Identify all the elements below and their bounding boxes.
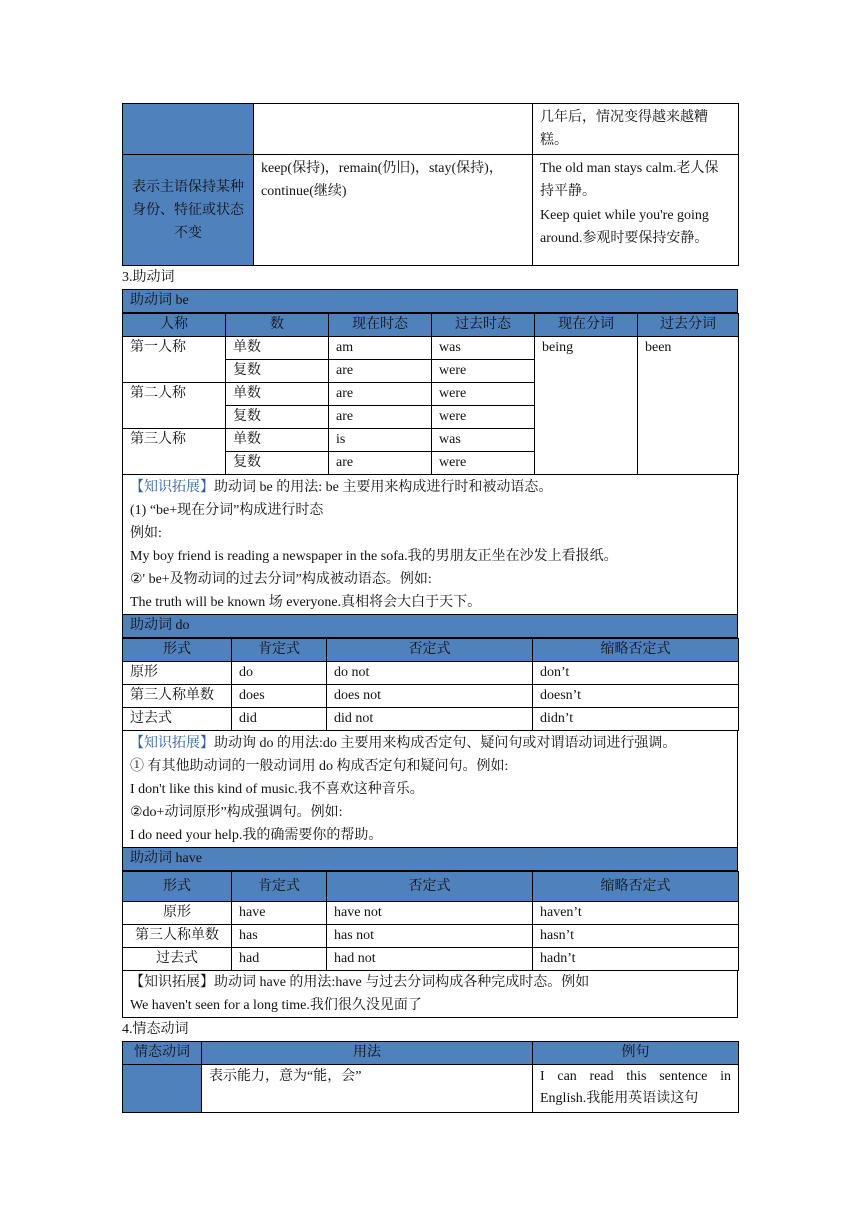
column-header: 用法 [202, 1042, 533, 1065]
present-participle-cell: being [535, 337, 638, 475]
table-row [123, 1065, 739, 1113]
table-title-have: 助动词 have [122, 847, 738, 871]
affirmative-cell: has [232, 925, 327, 948]
person-cell: 第二人称 [123, 383, 226, 429]
form-cell: 第三人称单数 [123, 925, 232, 948]
notes-line: We haven't seen for a long time.我们很久没见面了 [122, 994, 738, 1018]
table-title-do: 助动词 do [122, 614, 738, 638]
affirmative-cell: do [232, 662, 327, 685]
contracted-cell: hasn’t [533, 925, 739, 948]
notes-text: 助动词 be 的用法: be 主要用来构成进行时和被动语态。 [214, 480, 553, 495]
section-heading: 4.情态动词 [122, 1022, 189, 1037]
affirmative-cell: does [232, 685, 327, 708]
present-cell: are [329, 360, 432, 383]
form-cell: 原形 [123, 902, 232, 925]
present-cell: is [329, 429, 432, 452]
notes-line: 例如: [122, 522, 738, 545]
table-row [123, 662, 739, 685]
number-cell: 单数 [226, 429, 329, 452]
column-header: 形式 [123, 639, 232, 662]
past-cell: were [432, 383, 535, 406]
negative-cell: had not [327, 948, 533, 971]
example-text: Keep quiet while you're going around.参观时要保持安静。 [540, 208, 709, 246]
example-cell [533, 104, 739, 155]
present-cell: are [329, 452, 432, 475]
have-table [122, 871, 739, 971]
contracted-cell: didn’t [533, 708, 739, 731]
notes-line: I don't like this kind of music.我不喜欢这种音乐。 [122, 778, 738, 801]
table-row [123, 104, 739, 155]
person-cell: 第三人称 [123, 429, 226, 475]
form-cell: 过去式 [123, 708, 232, 731]
notes-line: 【知识拓展】助动词 have 的用法:have 与过去分词构成各种完成时态。例如 [122, 971, 738, 994]
table-header-row [123, 872, 739, 902]
number-cell: 复数 [226, 452, 329, 475]
document-page [122, 103, 738, 1113]
verbs-cell [254, 155, 533, 266]
table-header-row [123, 639, 739, 662]
table-row [123, 948, 739, 971]
negative-cell: have not [327, 902, 533, 925]
notes-line: ②' be+及物动词的过去分词”构成被动语态。例如: [122, 568, 738, 591]
column-header: 否定式 [327, 872, 533, 902]
number-cell: 单数 [226, 337, 329, 360]
negative-cell: has not [327, 925, 533, 948]
negative-cell: did not [327, 708, 533, 731]
table-row [123, 685, 739, 708]
knowledge-tag: 【知识拓展】 [130, 480, 214, 495]
present-cell: am [329, 337, 432, 360]
column-header: 缩略否定式 [533, 872, 739, 902]
table-row [123, 708, 739, 731]
negative-cell: does not [327, 685, 533, 708]
form-cell: 原形 [123, 662, 232, 685]
notes-line: The truth will be known 场 everyone.真相将会大白于天下。 [122, 591, 738, 614]
person-cell: 第一人称 [123, 337, 226, 383]
form-cell: 第三人称单数 [123, 685, 232, 708]
usage-text: 表示主语保持某种身份、特征或状态不变 [132, 179, 244, 241]
example-text: 几年后，情况变得越来越糟糕。 [540, 110, 708, 148]
present-cell: are [329, 383, 432, 406]
negative-cell: do not [327, 662, 533, 685]
column-header: 过去分词 [638, 314, 739, 337]
notes-line [122, 731, 738, 755]
form-cell: 过去式 [123, 948, 232, 971]
column-header: 情态动词 [123, 1042, 202, 1065]
section-heading: 3.助动词 [122, 270, 175, 285]
column-header: 现在分词 [535, 314, 638, 337]
example-cell [533, 155, 739, 266]
modal-verb-cell [123, 1065, 202, 1113]
column-header: 缩略否定式 [533, 639, 739, 662]
affirmative-cell: had [232, 948, 327, 971]
usage-cell: 表示能力，意为“能，会” [202, 1065, 533, 1113]
column-header: 例句 [533, 1042, 739, 1065]
table-row [123, 902, 739, 925]
affirmative-cell: did [232, 708, 327, 731]
number-cell: 复数 [226, 406, 329, 429]
notes-text: 助动询 do 的用法:do 主要用来构成否定句、疑问句或对谓语动词进行强调。 [214, 736, 677, 751]
table-row [123, 155, 739, 266]
column-header: 否定式 [327, 639, 533, 662]
usage-cell [123, 104, 254, 155]
notes-line [122, 475, 738, 499]
example-text: The old man stays calm.老人保持平静。 [540, 161, 719, 199]
contracted-cell: haven’t [533, 902, 739, 925]
notes-line: My boy friend is reading a newspaper in the sofa.我的男朋友正坐在沙发上看报纸。 [122, 545, 738, 568]
column-header: 数 [226, 314, 329, 337]
verbs-cell [254, 104, 533, 155]
notes-line: I do need your help.我的确需要你的帮助。 [122, 824, 738, 847]
past-cell: were [432, 452, 535, 475]
be-table [122, 313, 739, 475]
column-header: 肯定式 [232, 639, 327, 662]
column-header: 过去时态 [432, 314, 535, 337]
knowledge-tag: 【知识拓展】 [130, 736, 214, 751]
notes-line: (1) “be+现在分词”构成进行时态 [122, 499, 738, 522]
past-cell: were [432, 360, 535, 383]
verbs-text: keep(保持)，remain(仍旧)，stay(保持)，continue(继续) [261, 161, 503, 199]
past-participle-cell: been [638, 337, 739, 475]
present-cell: are [329, 406, 432, 429]
affirmative-cell: have [232, 902, 327, 925]
do-table [122, 638, 739, 731]
table-row [123, 925, 739, 948]
modal-verb-table [122, 1041, 739, 1113]
table-title-be: 助动词 be [122, 289, 738, 313]
contracted-cell: hadn’t [533, 948, 739, 971]
contracted-cell: don’t [533, 662, 739, 685]
column-header: 形式 [123, 872, 232, 902]
example-cell: I can read this sentence in English.我能用英语读这句 [533, 1065, 739, 1113]
usage-cell [123, 155, 254, 266]
column-header: 人称 [123, 314, 226, 337]
number-cell: 单数 [226, 383, 329, 406]
table-header-row [123, 1042, 739, 1065]
past-cell: was [432, 337, 535, 360]
contracted-cell: doesn’t [533, 685, 739, 708]
notes-line: ②do+动词原形”构成强调句。例如: [122, 801, 738, 824]
link-verb-table [122, 103, 739, 266]
column-header: 肯定式 [232, 872, 327, 902]
notes-line: ① 有其他助动词的一般动词用 do 构成否定句和疑问句。例如: [122, 755, 738, 778]
table-row [123, 337, 739, 360]
table-header-row [123, 314, 739, 337]
past-cell: were [432, 406, 535, 429]
number-cell: 复数 [226, 360, 329, 383]
past-cell: was [432, 429, 535, 452]
column-header: 现在时态 [329, 314, 432, 337]
